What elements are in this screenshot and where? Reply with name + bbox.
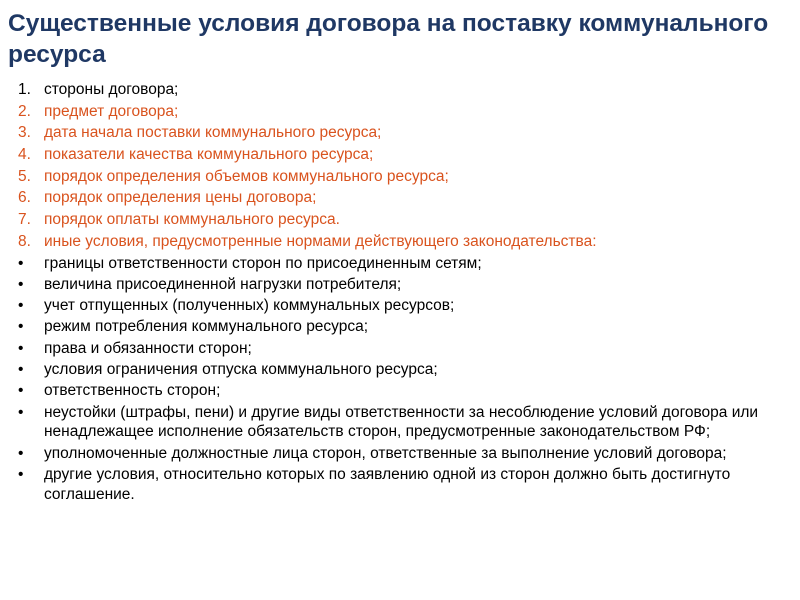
conditions-list [0, 80, 800, 506]
bullet-item-9 [0, 444, 800, 464]
item-text: права и обязанности сторон; [44, 339, 252, 357]
bullet-item-4 [0, 317, 800, 337]
numbered-item-3 [0, 123, 800, 143]
bullet-marker: • [18, 382, 24, 400]
item-text: величина присоединенной нагрузки потребителя; [44, 275, 402, 293]
item-text: предмет договора; [44, 102, 179, 120]
item-text: показатели качества коммунального ресурса; [44, 146, 374, 164]
item-text: дата начала поставки коммунального ресурса; [44, 124, 382, 142]
numbered-item-1 [0, 80, 800, 100]
item-text: стороны договора; [44, 81, 179, 98]
item-number: 1. [18, 81, 31, 98]
bullet-item-2 [0, 275, 800, 295]
numbered-item-7 [0, 210, 800, 230]
item-text: порядок определения цены договора; [44, 189, 317, 207]
item-number: 4. [18, 146, 31, 164]
bullet-item-6 [0, 360, 800, 380]
item-text: другие условия, относительно которых по заявлению одной из сторон должно быть достигнуто соглашение. [44, 465, 731, 503]
item-number: 5. [18, 167, 31, 185]
item-number: 7. [18, 211, 31, 229]
item-text: учет отпущенных (полученных) коммунальных ресурсов; [44, 297, 455, 315]
bullet-item-8 [0, 403, 800, 443]
item-text: порядок определения объемов коммунального ресурса; [44, 167, 449, 185]
bullet-marker: • [18, 403, 24, 421]
item-number: 6. [18, 189, 31, 207]
numbered-item-2 [0, 102, 800, 122]
item-text: иные условия, предусмотренные нормами действующего законодательства: [44, 232, 597, 250]
item-text: неустойки (штрафы, пени) и другие виды ответственности за несоблюдение условий договора или ненадлежащее исполнение обязательств сторон, предусмотренные законодательством РФ; [44, 403, 759, 441]
bullet-item-10 [0, 465, 800, 505]
item-number: 3. [18, 124, 31, 142]
bullet-item-7 [0, 381, 800, 401]
item-text: уполномоченные должностные лица сторон, ответственные за выполнение условий договора; [44, 444, 727, 462]
item-text: режим потребления коммунального ресурса; [44, 318, 369, 336]
bullet-marker: • [18, 360, 24, 378]
bullet-marker: • [18, 297, 24, 315]
numbered-item-8 [0, 232, 800, 252]
item-text: границы ответственности сторон по присоединенным сетям; [44, 254, 482, 272]
numbered-item-4 [0, 145, 800, 165]
bullet-marker: • [18, 465, 24, 483]
item-text: ответственность сторон; [44, 382, 221, 400]
item-text: условия ограничения отпуска коммунального ресурса; [44, 360, 438, 378]
bullet-marker: • [18, 444, 24, 462]
bullet-marker: • [18, 318, 24, 336]
numbered-item-5 [0, 167, 800, 187]
slide-title: Существенные условия договора на поставку коммунального ресурса [8, 10, 769, 68]
item-number: 8. [18, 232, 31, 250]
item-text: порядок оплаты коммунального ресурса. [44, 211, 340, 229]
bullet-marker: • [18, 339, 24, 357]
bullet-item-1 [0, 254, 800, 274]
numbered-item-6 [0, 188, 800, 208]
item-number: 2. [18, 102, 31, 120]
bullet-item-5 [0, 339, 800, 359]
bullet-marker: • [18, 275, 24, 293]
bullet-marker: • [18, 254, 24, 272]
bullet-item-3 [0, 296, 800, 316]
